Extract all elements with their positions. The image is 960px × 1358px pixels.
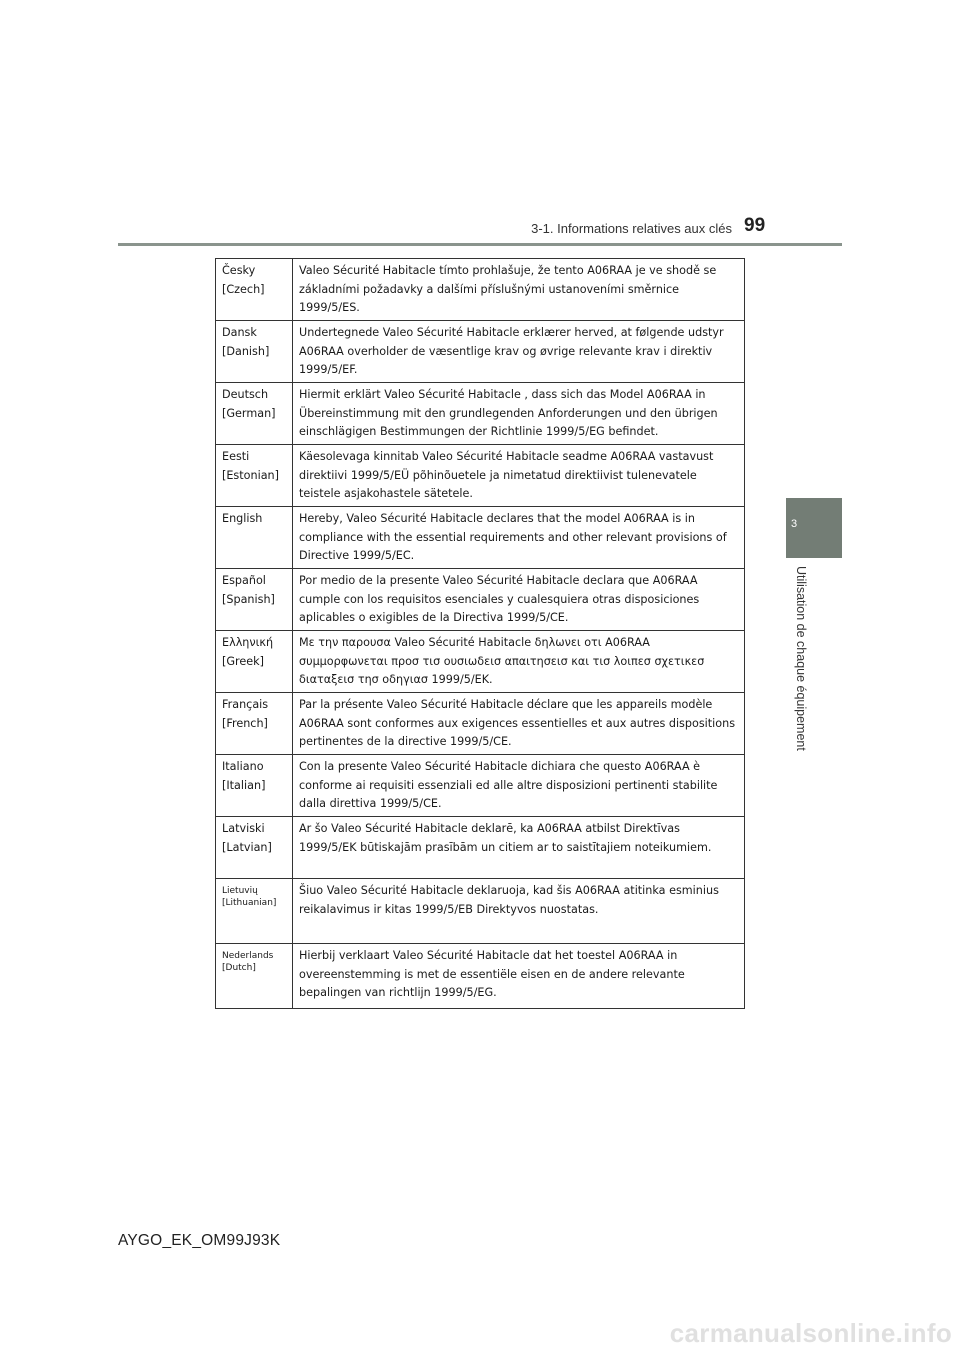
language-english: [Latvian] (222, 840, 272, 854)
language-native: Latviski (222, 822, 265, 835)
declaration-text: Hereby, Valeo Sécurité Habitacle declares that the model A06RAA is in compliance with the essential requirements and other relevant provisions of Directive 1999/5/EC. (293, 507, 745, 569)
table-row (216, 259, 745, 321)
watermark[interactable]: carmanualsonline.info (669, 1318, 952, 1348)
language-native: Česky (222, 264, 256, 277)
language-cell (216, 755, 293, 817)
declaration-text: Hierbij verklaart Valeo Sécurité Habitacle dat het toestel A06RAA in overeenstemming is met de essentiële eisen en de andere relevante bepalingen van richtlijn 1999/5/EG. (293, 944, 745, 1009)
declaration-text: Ar šo Valeo Sécurité Habitacle deklarē, ka A06RAA atbilst Direktīvas 1999/5/EK būtiskajām prasībām un citiem ar to saistītajiem noteikumiem. (293, 817, 745, 879)
language-cell (216, 879, 293, 944)
chapter-title-vertical (794, 566, 808, 766)
language-cell (216, 259, 293, 321)
table-row (216, 631, 745, 693)
language-native: Deutsch (222, 388, 269, 401)
language-english: [Greek] (222, 654, 264, 668)
table-row (216, 944, 745, 1009)
language-native: Español (222, 574, 266, 587)
declaration-text: Käesolevaga kinnitab Valeo Sécurité Habitacle seadme A06RAA vastavust direktiivi 1999/5/EÜ põhinõuetele ja nimetatud direktiivist tulenevatele teistele asjakohastele sätetele. (293, 445, 745, 507)
language-english: [Dutch] (222, 963, 256, 973)
language-english: [Danish] (222, 344, 270, 358)
table-row (216, 755, 745, 817)
language-english: [Czech] (222, 282, 265, 296)
language-native: English (222, 512, 263, 525)
language-cell (216, 507, 293, 569)
declaration-text: Hiermit erklärt Valeo Sécurité Habitacle , dass sich das Model A06RAA in Übereinstimmung mit den grundlegenden Anforderungen und den übrigen einschlägigen Bestimmungen der Richtlinie 1999/5/EG befindet. (293, 383, 745, 445)
language-native: Lietuvių (222, 886, 258, 896)
document-code: AYGO_EK_OM99J93K (118, 1232, 281, 1249)
language-native: Dansk (222, 326, 257, 339)
header-divider (118, 243, 842, 246)
language-native: Eesti (222, 450, 250, 463)
table-row (216, 879, 745, 944)
language-english: [Lithuanian] (222, 898, 277, 908)
declaration-text: Par la présente Valeo Sécurité Habitacle déclare que les appareils modèle A06RAA sont conformes aux exigences essentielles et aux autres dispositions pertinentes de la directive 1999/5/CE. (293, 693, 745, 755)
page-number: 99 (744, 215, 766, 236)
language-cell (216, 693, 293, 755)
table-row (216, 383, 745, 445)
language-cell (216, 817, 293, 879)
language-native: Nederlands (222, 951, 274, 961)
language-english: [Italian] (222, 778, 266, 792)
language-cell (216, 321, 293, 383)
language-cell (216, 569, 293, 631)
language-cell (216, 445, 293, 507)
declaration-text: Por medio de la presente Valeo Sécurité Habitacle declara que A06RAA cumple con los requisitos esenciales y cualesquiera otras disposiciones aplicables o exigibles de la Directiva 1999/5/CE. (293, 569, 745, 631)
language-cell (216, 631, 293, 693)
language-english: [Estonian] (222, 468, 280, 482)
declaration-table (215, 258, 745, 1009)
table-row (216, 569, 745, 631)
language-english: [French] (222, 716, 268, 730)
language-native: Ελληνική (222, 636, 274, 649)
language-english: [Spanish] (222, 592, 275, 606)
section-title: 3-1. Informations relatives aux clés (531, 221, 732, 236)
chapter-number: 3 (790, 518, 798, 530)
declaration-text: Con la presente Valeo Sécurité Habitacle dichiara che questo A06RAA è conforme ai requisiti essenziali ed alle altre disposizioni pertinenti stabilite dalla direttiva 1999/5/CE. (293, 755, 745, 817)
chapter-title: Utilisation de chaque équipement (794, 566, 808, 751)
declaration-text: Šiuo Valeo Sécurité Habitacle deklaruoja, kad šis A06RAA atitinka esminius reikalavimus ir kitas 1999/5/EB Direktyvos nuostatas. (293, 879, 745, 944)
language-cell (216, 944, 293, 1009)
table-row (216, 507, 745, 569)
table-row (216, 817, 745, 879)
language-cell (216, 383, 293, 445)
language-english: [German] (222, 406, 276, 420)
table-row (216, 445, 745, 507)
table-row (216, 693, 745, 755)
language-native: Italiano (222, 760, 264, 773)
declaration-text: Valeo Sécurité Habitacle tímto prohlašuje, že tento A06RAA je ve shodě se základními požadavky a dalšími příslušnými ustanoveními směrnice 1999/5/ES. (293, 259, 745, 321)
language-native: Français (222, 698, 269, 711)
declaration-text: Με την παρουσα Valeo Sécurité Habitacle δηλωνει οτι A06RAA συμμορφωνεται προσ τισ ουσιωδεισ απαιτησεισ και τισ λοιπεσ σχετικεσ διαταξεισ τησ οδηγιασ 1999/5/ΕΚ. (293, 631, 745, 693)
declaration-text: Undertegnede Valeo Sécurité Habitacle erklærer herved, at følgende udstyr A06RAA overholder de væsentlige krav og øvrige relevante krav i direktiv 1999/5/EF. (293, 321, 745, 383)
table-row (216, 321, 745, 383)
